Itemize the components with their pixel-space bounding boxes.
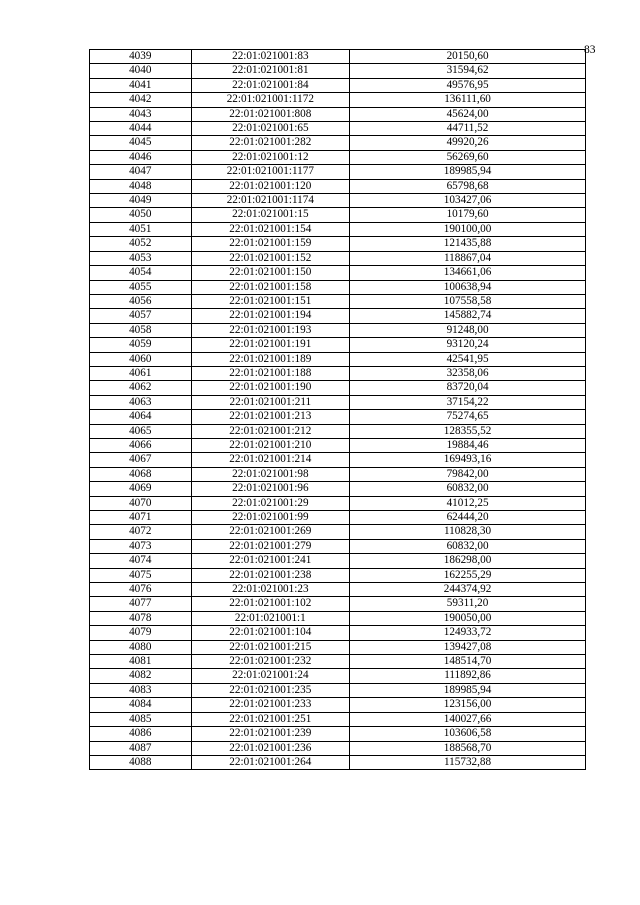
- table-row: [90, 727, 586, 741]
- row-number-cell: 4040: [90, 64, 192, 78]
- table-body: [90, 50, 586, 770]
- cadastral-number-cell: 22:01:021001:235: [191, 683, 350, 697]
- table-row: [90, 583, 586, 597]
- table-row: [90, 655, 586, 669]
- row-number-cell: 4077: [90, 597, 192, 611]
- cadastral-number-cell: 22:01:021001:120: [191, 179, 350, 193]
- cadastral-number-cell: 22:01:021001:12: [191, 150, 350, 164]
- row-number-cell: 4088: [90, 755, 192, 769]
- cadastral-value-cell: 65798,68: [350, 179, 586, 193]
- row-number-cell: 4079: [90, 626, 192, 640]
- row-number-cell: 4069: [90, 482, 192, 496]
- cadastral-value-cell: 169493,16: [350, 453, 586, 467]
- page-number: 83: [584, 44, 596, 56]
- row-number-cell: 4054: [90, 266, 192, 280]
- cadastral-number-cell: 22:01:021001:213: [191, 410, 350, 424]
- row-number-cell: 4087: [90, 741, 192, 755]
- cadastral-number-cell: 22:01:021001:808: [191, 107, 350, 121]
- cadastral-value-cell: 56269,60: [350, 150, 586, 164]
- table-row: [90, 309, 586, 323]
- cadastral-number-cell: 22:01:021001:98: [191, 467, 350, 481]
- cadastral-number-cell: 22:01:021001:151: [191, 294, 350, 308]
- row-number-cell: 4049: [90, 194, 192, 208]
- row-number-cell: 4075: [90, 568, 192, 582]
- table-row: [90, 597, 586, 611]
- row-number-cell: 4048: [90, 179, 192, 193]
- table-row: [90, 266, 586, 280]
- cadastral-value-cell: 118867,04: [350, 251, 586, 265]
- cadastral-value-cell: 83720,04: [350, 381, 586, 395]
- row-number-cell: 4056: [90, 294, 192, 308]
- table-row: [90, 136, 586, 150]
- cadastral-value-cell: 103606,58: [350, 727, 586, 741]
- row-number-cell: 4045: [90, 136, 192, 150]
- cadastral-value-cell: 190050,00: [350, 611, 586, 625]
- cadastral-number-cell: 22:01:021001:236: [191, 741, 350, 755]
- table-row: [90, 294, 586, 308]
- cadastral-value-cell: 103427,06: [350, 194, 586, 208]
- cadastral-number-cell: 22:01:021001:233: [191, 698, 350, 712]
- row-number-cell: 4044: [90, 122, 192, 136]
- cadastral-number-cell: 22:01:021001:214: [191, 453, 350, 467]
- cadastral-value-cell: 148514,70: [350, 655, 586, 669]
- cadastral-value-cell: 41012,25: [350, 496, 586, 510]
- cadastral-value-cell: 111892,86: [350, 669, 586, 683]
- cadastral-number-cell: 22:01:021001:251: [191, 712, 350, 726]
- row-number-cell: 4072: [90, 525, 192, 539]
- row-number-cell: 4063: [90, 395, 192, 409]
- row-number-cell: 4085: [90, 712, 192, 726]
- row-number-cell: 4062: [90, 381, 192, 395]
- cadastral-number-cell: 22:01:021001:269: [191, 525, 350, 539]
- cadastral-number-cell: 22:01:021001:188: [191, 366, 350, 380]
- row-number-cell: 4052: [90, 237, 192, 251]
- row-number-cell: 4043: [90, 107, 192, 121]
- cadastral-number-cell: 22:01:021001:1174: [191, 194, 350, 208]
- table-row: [90, 467, 586, 481]
- table-row: [90, 107, 586, 121]
- cadastral-number-cell: 22:01:021001:24: [191, 669, 350, 683]
- row-number-cell: 4078: [90, 611, 192, 625]
- table-row: [90, 179, 586, 193]
- cadastral-number-cell: 22:01:021001:152: [191, 251, 350, 265]
- table-row: [90, 395, 586, 409]
- table-row: [90, 698, 586, 712]
- cadastral-number-cell: 22:01:021001:238: [191, 568, 350, 582]
- cadastral-value-cell: 115732,88: [350, 755, 586, 769]
- table-row: [90, 626, 586, 640]
- table-row: [90, 237, 586, 251]
- cadastral-number-cell: 22:01:021001:83: [191, 50, 350, 64]
- table-row: [90, 338, 586, 352]
- cadastral-value-cell: 188568,70: [350, 741, 586, 755]
- cadastral-value-cell: 128355,52: [350, 424, 586, 438]
- cadastral-value-cell: 136111,60: [350, 93, 586, 107]
- cadastral-value-cell: 162255,29: [350, 568, 586, 582]
- table-row: [90, 78, 586, 92]
- table-row: [90, 611, 586, 625]
- row-number-cell: 4068: [90, 467, 192, 481]
- table-row: [90, 323, 586, 337]
- cadastral-value-cell: 121435,88: [350, 237, 586, 251]
- table-row: [90, 568, 586, 582]
- row-number-cell: 4053: [90, 251, 192, 265]
- cadastral-number-cell: 22:01:021001:29: [191, 496, 350, 510]
- cadastral-number-cell: 22:01:021001:102: [191, 597, 350, 611]
- row-number-cell: 4046: [90, 150, 192, 164]
- cadastral-number-cell: 22:01:021001:1172: [191, 93, 350, 107]
- table-row: [90, 150, 586, 164]
- cadastral-value-cell: 75274,65: [350, 410, 586, 424]
- table-row: [90, 755, 586, 769]
- cadastral-value-cell: 100638,94: [350, 280, 586, 294]
- cadastral-value-cell: 123156,00: [350, 698, 586, 712]
- table-row: [90, 496, 586, 510]
- row-number-cell: 4067: [90, 453, 192, 467]
- cadastral-value-cell: 19884,46: [350, 438, 586, 452]
- table-row: [90, 453, 586, 467]
- table-row: [90, 194, 586, 208]
- table-row: [90, 511, 586, 525]
- row-number-cell: 4060: [90, 352, 192, 366]
- row-number-cell: 4076: [90, 583, 192, 597]
- cadastral-number-cell: 22:01:021001:159: [191, 237, 350, 251]
- cadastral-value-cell: 42541,95: [350, 352, 586, 366]
- row-number-cell: 4051: [90, 222, 192, 236]
- table-row: [90, 208, 586, 222]
- table-row: [90, 554, 586, 568]
- table-row: [90, 640, 586, 654]
- cadastral-value-cell: 134661,06: [350, 266, 586, 280]
- cadastral-number-cell: 22:01:021001:210: [191, 438, 350, 452]
- row-number-cell: 4073: [90, 539, 192, 553]
- cadastral-number-cell: 22:01:021001:154: [191, 222, 350, 236]
- cadastral-number-cell: 22:01:021001:215: [191, 640, 350, 654]
- cadastral-number-cell: 22:01:021001:81: [191, 64, 350, 78]
- row-number-cell: 4086: [90, 727, 192, 741]
- row-number-cell: 4047: [90, 165, 192, 179]
- cadastral-number-cell: 22:01:021001:264: [191, 755, 350, 769]
- cadastral-number-cell: 22:01:021001:96: [191, 482, 350, 496]
- cadastral-number-cell: 22:01:021001:84: [191, 78, 350, 92]
- cadastral-number-cell: 22:01:021001:99: [191, 511, 350, 525]
- cadastral-number-cell: 22:01:021001:211: [191, 395, 350, 409]
- table-row: [90, 64, 586, 78]
- row-number-cell: 4080: [90, 640, 192, 654]
- table-row: [90, 251, 586, 265]
- cadastral-number-cell: 22:01:021001:193: [191, 323, 350, 337]
- cadastral-value-cell: 59311,20: [350, 597, 586, 611]
- cadastral-value-cell: 124933,72: [350, 626, 586, 640]
- table-row: [90, 741, 586, 755]
- cadastral-number-cell: 22:01:021001:15: [191, 208, 350, 222]
- table-row: [90, 410, 586, 424]
- cadastral-value-cell: 20150,60: [350, 50, 586, 64]
- table-row: [90, 525, 586, 539]
- row-number-cell: 4070: [90, 496, 192, 510]
- table-row: [90, 712, 586, 726]
- table-row: [90, 669, 586, 683]
- table-row: [90, 438, 586, 452]
- cadastral-value-cell: 93120,24: [350, 338, 586, 352]
- cadastral-number-cell: 22:01:021001:279: [191, 539, 350, 553]
- cadastral-number-cell: 22:01:021001:65: [191, 122, 350, 136]
- cadastral-value-cell: 60832,00: [350, 482, 586, 496]
- row-number-cell: 4082: [90, 669, 192, 683]
- cadastral-value-cell: 139427,08: [350, 640, 586, 654]
- cadastral-value-cell: 45624,00: [350, 107, 586, 121]
- cadastral-value-cell: 140027,66: [350, 712, 586, 726]
- table-row: [90, 222, 586, 236]
- row-number-cell: 4055: [90, 280, 192, 294]
- cadastral-number-cell: 22:01:021001:104: [191, 626, 350, 640]
- table-row: [90, 50, 586, 64]
- cadastral-number-cell: 22:01:021001:239: [191, 727, 350, 741]
- cadastral-value-cell: 189985,94: [350, 683, 586, 697]
- table-row: [90, 280, 586, 294]
- cadastral-value-cell: 32358,06: [350, 366, 586, 380]
- cadastral-value-cell: 44711,52: [350, 122, 586, 136]
- cadastral-number-cell: 22:01:021001:190: [191, 381, 350, 395]
- cadastral-value-cell: 244374,92: [350, 583, 586, 597]
- row-number-cell: 4064: [90, 410, 192, 424]
- cadastral-value-cell: 189985,94: [350, 165, 586, 179]
- table-row: [90, 366, 586, 380]
- row-number-cell: 4071: [90, 511, 192, 525]
- cadastral-value-cell: 91248,00: [350, 323, 586, 337]
- cadastral-number-cell: 22:01:021001:282: [191, 136, 350, 150]
- cadastral-value-cell: 31594,62: [350, 64, 586, 78]
- cadastral-number-cell: 22:01:021001:194: [191, 309, 350, 323]
- row-number-cell: 4083: [90, 683, 192, 697]
- table-row: [90, 122, 586, 136]
- cadastral-value-cell: 107558,58: [350, 294, 586, 308]
- cadastral-number-cell: 22:01:021001:158: [191, 280, 350, 294]
- cadastral-number-cell: 22:01:021001:23: [191, 583, 350, 597]
- row-number-cell: 4061: [90, 366, 192, 380]
- cadastral-number-cell: 22:01:021001:241: [191, 554, 350, 568]
- cadastral-number-cell: 22:01:021001:232: [191, 655, 350, 669]
- cadastral-value-cell: 49576,95: [350, 78, 586, 92]
- table-row: [90, 683, 586, 697]
- table-row: [90, 424, 586, 438]
- cadastral-number-cell: 22:01:021001:1: [191, 611, 350, 625]
- cadastral-value-cell: 110828,30: [350, 525, 586, 539]
- cadastral-value-cell: 49920,26: [350, 136, 586, 150]
- table-row: [90, 165, 586, 179]
- cadastral-value-cell: 190100,00: [350, 222, 586, 236]
- cadastral-value-cell: 10179,60: [350, 208, 586, 222]
- cadastral-number-cell: 22:01:021001:150: [191, 266, 350, 280]
- cadastral-value-cell: 145882,74: [350, 309, 586, 323]
- cadastral-number-cell: 22:01:021001:212: [191, 424, 350, 438]
- cadastral-number-cell: 22:01:021001:189: [191, 352, 350, 366]
- row-number-cell: 4065: [90, 424, 192, 438]
- table-row: [90, 381, 586, 395]
- table-row: [90, 539, 586, 553]
- row-number-cell: 4039: [90, 50, 192, 64]
- row-number-cell: 4081: [90, 655, 192, 669]
- row-number-cell: 4084: [90, 698, 192, 712]
- cadastral-number-cell: 22:01:021001:191: [191, 338, 350, 352]
- table-row: [90, 352, 586, 366]
- cadastral-value-cell: 79842,00: [350, 467, 586, 481]
- row-number-cell: 4057: [90, 309, 192, 323]
- row-number-cell: 4074: [90, 554, 192, 568]
- cadastral-value-cell: 60832,00: [350, 539, 586, 553]
- row-number-cell: 4066: [90, 438, 192, 452]
- cadastral-value-table: [89, 49, 586, 770]
- table-row: [90, 93, 586, 107]
- cadastral-value-cell: 186298,00: [350, 554, 586, 568]
- cadastral-value-cell: 37154,22: [350, 395, 586, 409]
- table-row: [90, 482, 586, 496]
- row-number-cell: 4042: [90, 93, 192, 107]
- cadastral-value-cell: 62444,20: [350, 511, 586, 525]
- row-number-cell: 4041: [90, 78, 192, 92]
- row-number-cell: 4059: [90, 338, 192, 352]
- row-number-cell: 4050: [90, 208, 192, 222]
- row-number-cell: 4058: [90, 323, 192, 337]
- cadastral-number-cell: 22:01:021001:1177: [191, 165, 350, 179]
